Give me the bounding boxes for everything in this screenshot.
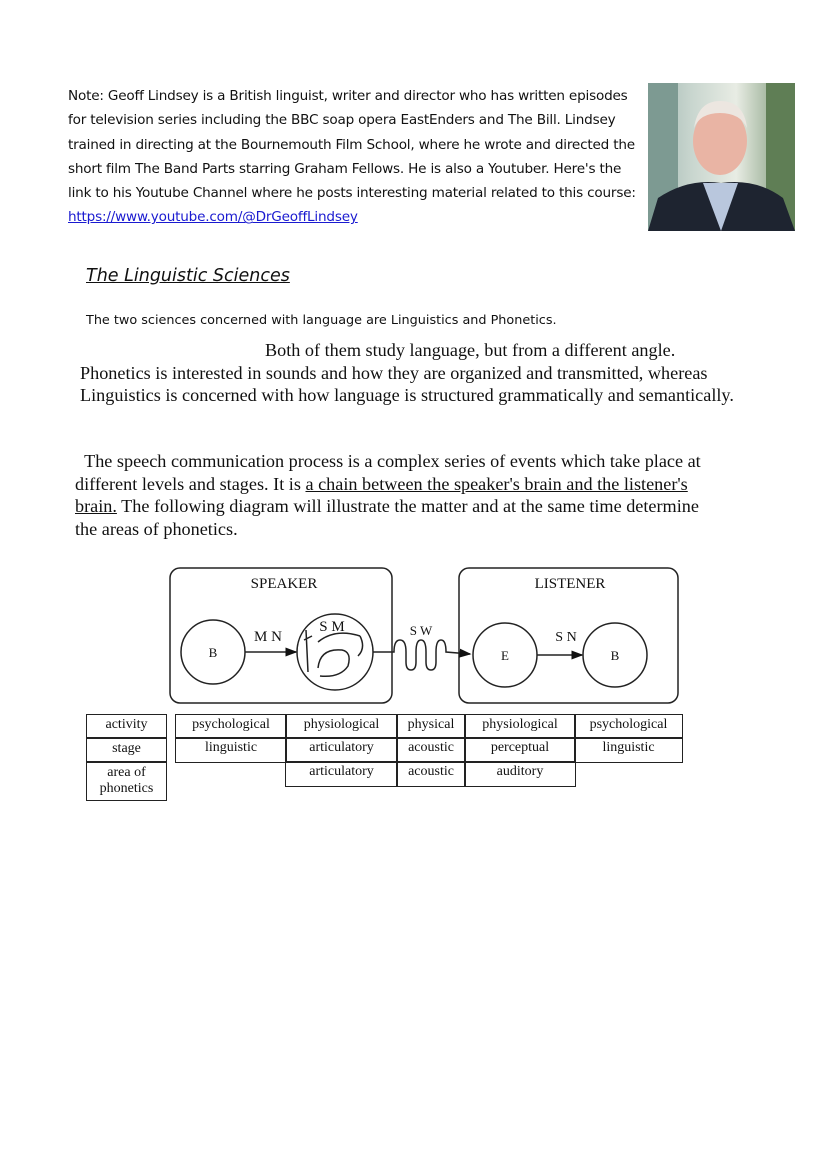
youtube-link[interactable]: https://www.youtube.com/@DrGeoffLindsey: [68, 209, 358, 226]
intro-text: The two sciences concerned with language are Linguistics and Phonetics.: [86, 313, 557, 328]
sound-wave: [373, 640, 470, 670]
area-cell: articulatory: [285, 761, 398, 787]
paragraph-2-b: The following diagram will illustrate the matter and at the same time determine the areas of phonetics.: [75, 496, 699, 539]
sn-label: S N: [555, 630, 577, 645]
vocal-tract-icon: [304, 630, 363, 676]
paragraph-1-first: Both of them study language, but from a different angle.: [265, 340, 676, 360]
stage-cell: acoustic: [396, 737, 466, 763]
mn-label: M N: [254, 629, 282, 645]
speaker-label: SPEAKER: [250, 576, 318, 592]
row-label-activity: activity: [86, 714, 167, 739]
note-text: Note: Geoff Lindsey is a British linguist, writer and director who has written episodes for television series including the BBC soap opera EastEnders and The Bill. Lindsey trained in directing at the Bournemouth Film School, where he wrote and directed the short film The Band Parts starring Graham Fellows. He is also a Youtuber. Here's the link to his Youtube Channel where he posts interesting material related to this course:: [68, 88, 636, 202]
area-cell: auditory: [464, 761, 576, 787]
stage-cell: articulatory: [285, 737, 398, 763]
stage-cell: linguistic: [175, 737, 287, 763]
sw-label: S W: [409, 623, 433, 638]
ear-label: E: [501, 648, 509, 663]
activity-cell: psychological: [574, 714, 683, 739]
activity-cell: physiological: [464, 714, 576, 739]
section-heading: The Linguistic Sciences: [86, 266, 290, 286]
stage-cell: perceptual: [464, 737, 576, 763]
brain-label: B: [208, 645, 218, 660]
listener-label: LISTENER: [534, 576, 606, 592]
stage-cell: linguistic: [574, 737, 683, 763]
brain-label: B: [610, 648, 620, 663]
row-label-area: area of phonetics: [86, 761, 167, 801]
row-label-stage: stage: [86, 737, 167, 763]
area-cell: acoustic: [396, 761, 466, 787]
paragraph-2-underlined: a chain between the speaker's brain and the listener's brain.: [75, 473, 688, 516]
activity-cell: physiological: [285, 714, 398, 739]
paragraph-1-rest: Phonetics is interested in sounds and how they are organized and transmitted, whereas Linguistics is concerned with how language is structured grammatically and semantically.: [80, 362, 734, 405]
activity-cell: psychological: [175, 714, 287, 739]
paragraph-2-a: The speech communication process is a complex series of events which take place at different levels and stages. It is: [75, 451, 701, 494]
activity-cell: physical: [396, 714, 466, 739]
sm-label: S M: [319, 619, 345, 635]
